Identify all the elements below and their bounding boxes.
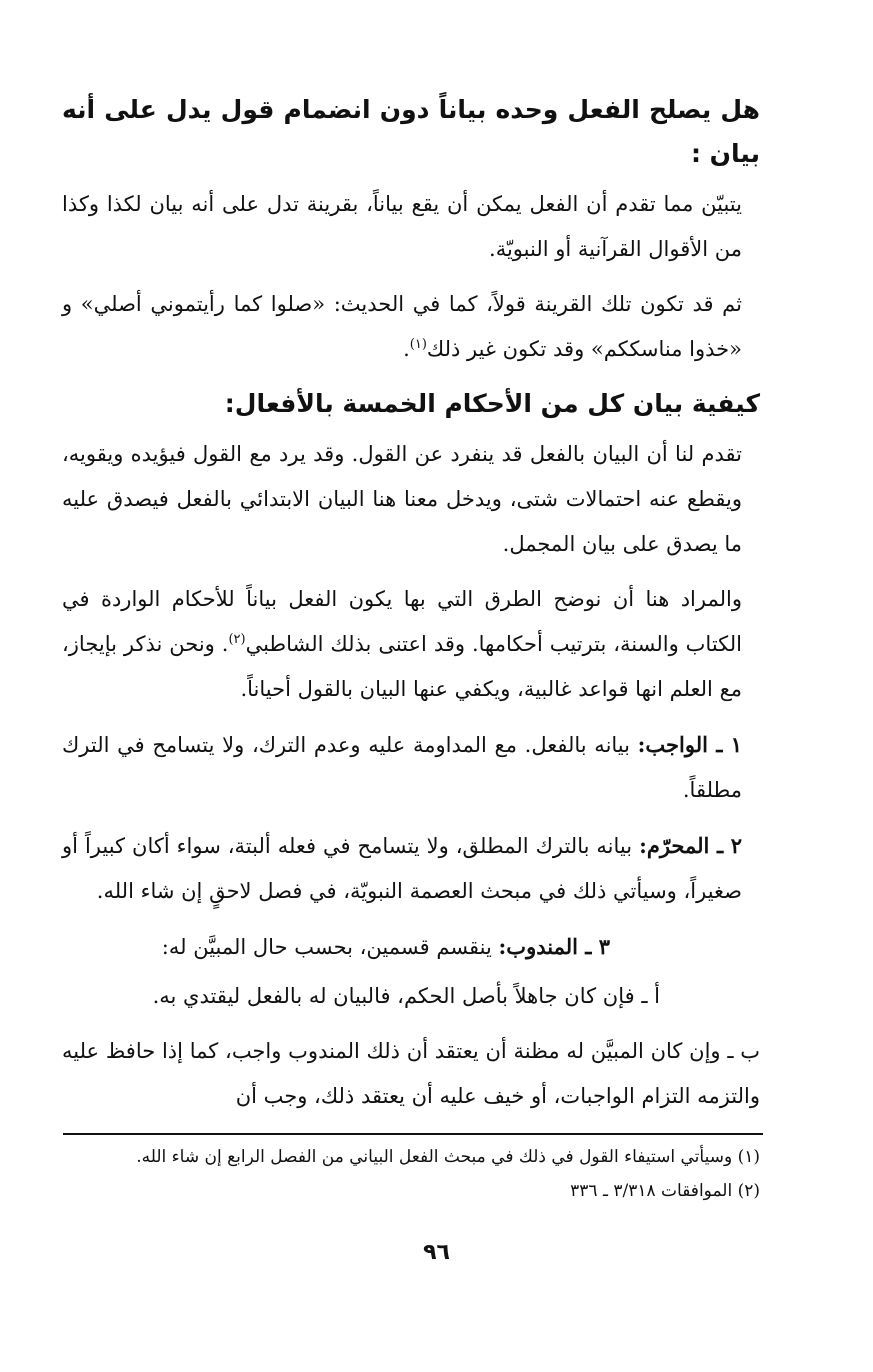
footnote-2: (٢) الموافقات ٣/٣١٨ ـ ٣٣٦ xyxy=(570,1181,760,1201)
footnote-divider xyxy=(63,1133,763,1135)
page-body xyxy=(62,88,760,1129)
item-mandub-text: ينقسم قسمين، بحسب حال المبيَّن له: xyxy=(161,935,499,959)
paragraph-1: يتبيّن مما تقدم أن الفعل يمكن أن يقع بياناً، بقرينة تدل على أنه بيان لكذا وكذا من الأقوال القرآنية أو النبويّة. xyxy=(62,192,742,261)
item-muharram-label: ٢ ـ المحرّم: xyxy=(639,833,743,858)
footnote-1: (١) وسيأتي استيفاء القول في ذلك في مبحث الفعل البياني من الفصل الرابع إن شاء الله. xyxy=(136,1147,760,1167)
paragraph-4 xyxy=(62,577,760,712)
subitem-a: أ ـ فإن كان جاهلاً بأصل الحكم، فالبيان له بالفعل ليقتدي به. xyxy=(152,984,660,1008)
item-muharram xyxy=(62,823,760,914)
section-heading-2: كيفية بيان كل من الأحكام الخمسة بالأفعال: xyxy=(224,389,760,418)
page-number: ٩٦ xyxy=(423,1240,450,1265)
item-mandub-label: ٣ ـ المندوب: xyxy=(498,934,610,959)
item-wajib xyxy=(62,722,760,813)
section-heading-1: هل يصلح الفعل وحده بياناً دون انضمام قول يدل على أنه بيان : xyxy=(62,95,760,168)
paragraph-4-text-b: . ونحن نذكر بإيجاز، مع العلم انها قواعد غالبية، ويكفي عنها البيان بالقول أحياناً. xyxy=(62,632,742,701)
footnote-ref-2: (٢) xyxy=(228,632,246,647)
subitem-b: ب ـ وإن كان المبيَّن له مظنة أن يعتقد أن ذلك المندوب واجب، كما إذا حافظ عليه والتزمه التزام الواجبات، أو خيف عليه أن يعتقد ذلك، وجب أن xyxy=(62,1039,760,1108)
item-mandub xyxy=(62,924,760,970)
paragraph-2-text: ثم قد تكون تلك القرينة قولاً، كما في الحديث: «صلوا كما رأيتموني أصلي» و «خذوا مناسككم» وقد تكون غير ذلك xyxy=(62,292,743,361)
paragraph-4-text-a: والمراد هنا أن نوضح الطرق التي بها يكون الفعل بياناً للأحكام الواردة في الكتاب والسنة، بترتيب أحكامها. وقد اعتنى بذلك الشاطبي xyxy=(62,587,742,656)
item-wajib-text: بيانه بالفعل. مع المداومة عليه وعدم الترك، ولا يتسامح في الترك مطلقاً. xyxy=(62,733,742,802)
paragraph-2: ثم قد تكون تلك القرينة قولاً، كما في الحديث: «صلوا كما رأيتموني أصلي» و «خذوا مناسككم» وقد تكون غير ذلك$^{(١)}$. xyxy=(62,292,743,361)
paragraph-3: تقدم لنا أن البيان بالفعل قد ينفرد عن القول. وقد يرد مع القول فيؤيده ويقويه، ويقطع عنه احتمالات شتى، ويدخل معنا هنا البيان الابتدائي بالفعل فيصدق عليه ما يصدق على بيان المجمل. xyxy=(62,442,742,556)
item-wajib-label: ١ ـ الواجب: xyxy=(637,732,742,757)
footnotes xyxy=(62,1140,760,1208)
item-muharram-text: بيانه بالترك المطلق، ولا يتسامح في فعله ألبتة، سواء أكان كبيراً أو صغيراً، وسيأتي ذلك في مبحث العصمة النبويّة، في فصل لاحقٍ إن شاء الله. xyxy=(62,834,742,903)
footnote-ref-1: (١) xyxy=(409,337,427,352)
